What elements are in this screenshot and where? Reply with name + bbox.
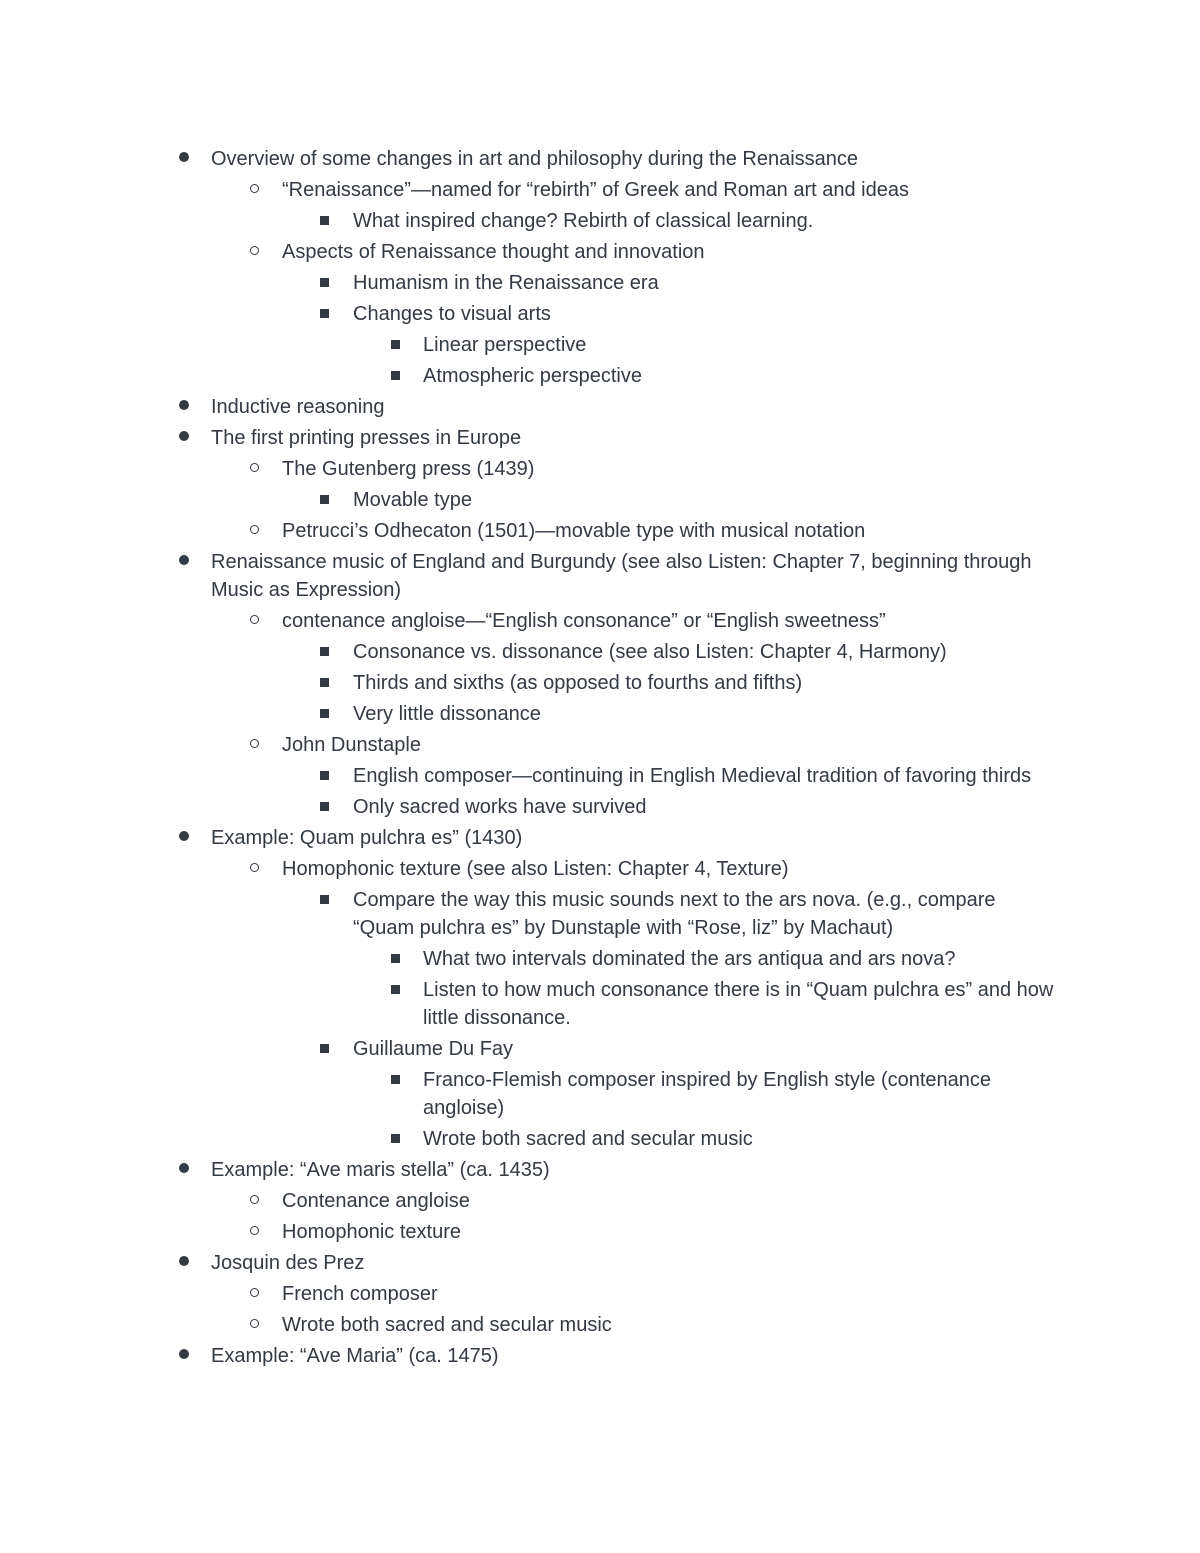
outline-item-level-1 bbox=[0, 604, 1060, 635]
outline-item-text: Compare the way this music sounds next to the ars nova. (e.g., compare “Quam pulchra es” by Dunstaple with “Rose, liz” by Machaut) bbox=[353, 889, 996, 939]
square-bullet-icon bbox=[391, 340, 400, 349]
square-bullet-icon bbox=[320, 495, 329, 504]
outline-item-level-1 bbox=[0, 452, 1060, 483]
outline-item-level-3 bbox=[0, 359, 1065, 390]
filled-bullet-icon bbox=[179, 400, 189, 410]
outline-item-text: John Dunstaple bbox=[282, 734, 421, 756]
outline-item-text: Franco-Flemish composer inspired by English style (contenance angloise) bbox=[423, 1069, 992, 1119]
outline-item-text: What two intervals dominated the ars antiqua and ars nova? bbox=[423, 948, 956, 970]
outline-item-level-0 bbox=[0, 545, 1060, 604]
outline-item-text: Listen to how much consonance there is in “Quam pulchra es” and how little dissonance. bbox=[423, 979, 1054, 1029]
outline-item-text: Homophonic texture (see also Listen: Chapter 4, Texture) bbox=[282, 858, 789, 880]
outline-item-text: Example: Quam pulchra es” (1430) bbox=[211, 827, 523, 849]
outline-item-level-0 bbox=[0, 1153, 1060, 1184]
outline-item-level-1 bbox=[0, 173, 1060, 204]
outline-item-level-2 bbox=[0, 635, 1060, 666]
outline-item-text: Aspects of Renaissance thought and innovation bbox=[282, 241, 705, 263]
outline-item-level-1 bbox=[0, 235, 1060, 266]
outline-item-level-0 bbox=[0, 421, 1060, 452]
outline-item-level-1 bbox=[0, 514, 1060, 545]
square-bullet-icon bbox=[391, 371, 400, 380]
outline-item-text: contenance angloise—“English consonance” or “English sweetness” bbox=[282, 610, 886, 632]
outline-item-level-2 bbox=[0, 790, 1060, 821]
outline-item-text: French composer bbox=[282, 1283, 438, 1305]
outline-item-level-2 bbox=[0, 883, 1060, 942]
square-bullet-icon bbox=[320, 309, 329, 318]
outline-item-text: Petrucci’s Odhecaton (1501)—movable type with musical notation bbox=[282, 520, 866, 542]
outline-item-level-0 bbox=[0, 390, 1060, 421]
outline-item-level-2 bbox=[0, 666, 1060, 697]
outline-item-level-1 bbox=[0, 852, 1060, 883]
outline-item-text: Example: “Ave maris stella” (ca. 1435) bbox=[211, 1159, 550, 1181]
outline-item-level-3 bbox=[0, 1063, 1065, 1122]
outline-item-text: The first printing presses in Europe bbox=[211, 427, 522, 449]
filled-bullet-icon bbox=[179, 831, 189, 841]
outline-item-text: Wrote both sacred and secular music bbox=[423, 1128, 753, 1150]
hollow-bullet-icon bbox=[250, 1319, 259, 1328]
outline-item-level-1 bbox=[0, 1308, 1060, 1339]
square-bullet-icon bbox=[320, 216, 329, 225]
outline-item-text: Inductive reasoning bbox=[211, 396, 385, 418]
outline-item-level-1 bbox=[0, 728, 1060, 759]
outline-item-text: Humanism in the Renaissance era bbox=[353, 272, 659, 294]
outline-item-text: Josquin des Prez bbox=[211, 1252, 365, 1274]
square-bullet-icon bbox=[391, 954, 400, 963]
outline-item-level-0 bbox=[0, 142, 1060, 173]
square-bullet-icon bbox=[320, 1044, 329, 1053]
square-bullet-icon bbox=[320, 678, 329, 687]
outline-item-text: Wrote both sacred and secular music bbox=[282, 1314, 612, 1336]
outline-item-text: What inspired change? Rebirth of classical learning. bbox=[353, 210, 814, 232]
hollow-bullet-icon bbox=[250, 1195, 259, 1204]
hollow-bullet-icon bbox=[250, 1226, 259, 1235]
outline-item-text: English composer—continuing in English Medieval tradition of favoring thirds bbox=[353, 765, 1032, 787]
outline-item-level-1 bbox=[0, 1184, 1060, 1215]
hollow-bullet-icon bbox=[250, 246, 259, 255]
outline-item-text: Example: “Ave Maria” (ca. 1475) bbox=[211, 1345, 499, 1367]
outline-item-text: Overview of some changes in art and philosophy during the Renaissance bbox=[211, 148, 859, 170]
square-bullet-icon bbox=[320, 278, 329, 287]
hollow-bullet-icon bbox=[250, 184, 259, 193]
outline-item-text: Contenance angloise bbox=[282, 1190, 470, 1212]
square-bullet-icon bbox=[391, 1134, 400, 1143]
outline-item-level-2 bbox=[0, 483, 1060, 514]
hollow-bullet-icon bbox=[250, 525, 259, 534]
filled-bullet-icon bbox=[179, 152, 189, 162]
outline-item-text: Thirds and sixths (as opposed to fourths and fifths) bbox=[353, 672, 803, 694]
filled-bullet-icon bbox=[179, 1349, 189, 1359]
outline-item-level-3 bbox=[0, 973, 1065, 1032]
outline-item-level-2 bbox=[0, 697, 1060, 728]
outline-item-text: Only sacred works have survived bbox=[353, 796, 647, 818]
outline-item-level-1 bbox=[0, 1215, 1060, 1246]
hollow-bullet-icon bbox=[250, 863, 259, 872]
square-bullet-icon bbox=[391, 1075, 400, 1084]
outline-item-level-2 bbox=[0, 1032, 1060, 1063]
filled-bullet-icon bbox=[179, 1163, 189, 1173]
outline-item-text: Consonance vs. dissonance (see also Listen: Chapter 4, Harmony) bbox=[353, 641, 947, 663]
outline-item-text: Renaissance music of England and Burgundy (see also Listen: Chapter 7, beginning through Music as Expression) bbox=[211, 551, 1032, 601]
hollow-bullet-icon bbox=[250, 1288, 259, 1297]
outline-item-text: The Gutenberg press (1439) bbox=[282, 458, 535, 480]
outline-item-level-2 bbox=[0, 204, 1060, 235]
outline-item-text: Very little dissonance bbox=[353, 703, 541, 725]
outline-item-level-3 bbox=[0, 328, 1065, 359]
hollow-bullet-icon bbox=[250, 463, 259, 472]
filled-bullet-icon bbox=[179, 1256, 189, 1266]
outline-item-level-2 bbox=[0, 266, 1060, 297]
square-bullet-icon bbox=[320, 802, 329, 811]
square-bullet-icon bbox=[391, 985, 400, 994]
outline-document bbox=[0, 142, 1200, 1370]
hollow-bullet-icon bbox=[250, 615, 259, 624]
outline-item-level-3 bbox=[0, 1122, 1065, 1153]
outline-item-text: Movable type bbox=[353, 489, 472, 511]
outline-item-level-0 bbox=[0, 821, 1060, 852]
outline-item-level-2 bbox=[0, 759, 1060, 790]
square-bullet-icon bbox=[320, 895, 329, 904]
square-bullet-icon bbox=[320, 771, 329, 780]
outline-item-text: Homophonic texture bbox=[282, 1221, 461, 1243]
hollow-bullet-icon bbox=[250, 739, 259, 748]
filled-bullet-icon bbox=[179, 555, 189, 565]
filled-bullet-icon bbox=[179, 431, 189, 441]
outline-item-text: Atmospheric perspective bbox=[423, 365, 642, 387]
outline-item-level-0 bbox=[0, 1246, 1060, 1277]
square-bullet-icon bbox=[320, 709, 329, 718]
square-bullet-icon bbox=[320, 647, 329, 656]
outline-item-text: “Renaissance”—named for “rebirth” of Greek and Roman art and ideas bbox=[282, 179, 909, 201]
outline-item-level-3 bbox=[0, 942, 1065, 973]
outline-item-text: Guillaume Du Fay bbox=[353, 1038, 514, 1060]
outline-item-text: Linear perspective bbox=[423, 334, 587, 356]
outline-item-level-0 bbox=[0, 1339, 1060, 1370]
outline-item-text: Changes to visual arts bbox=[353, 303, 551, 325]
outline-item-level-1 bbox=[0, 1277, 1060, 1308]
outline-item-level-2 bbox=[0, 297, 1060, 328]
